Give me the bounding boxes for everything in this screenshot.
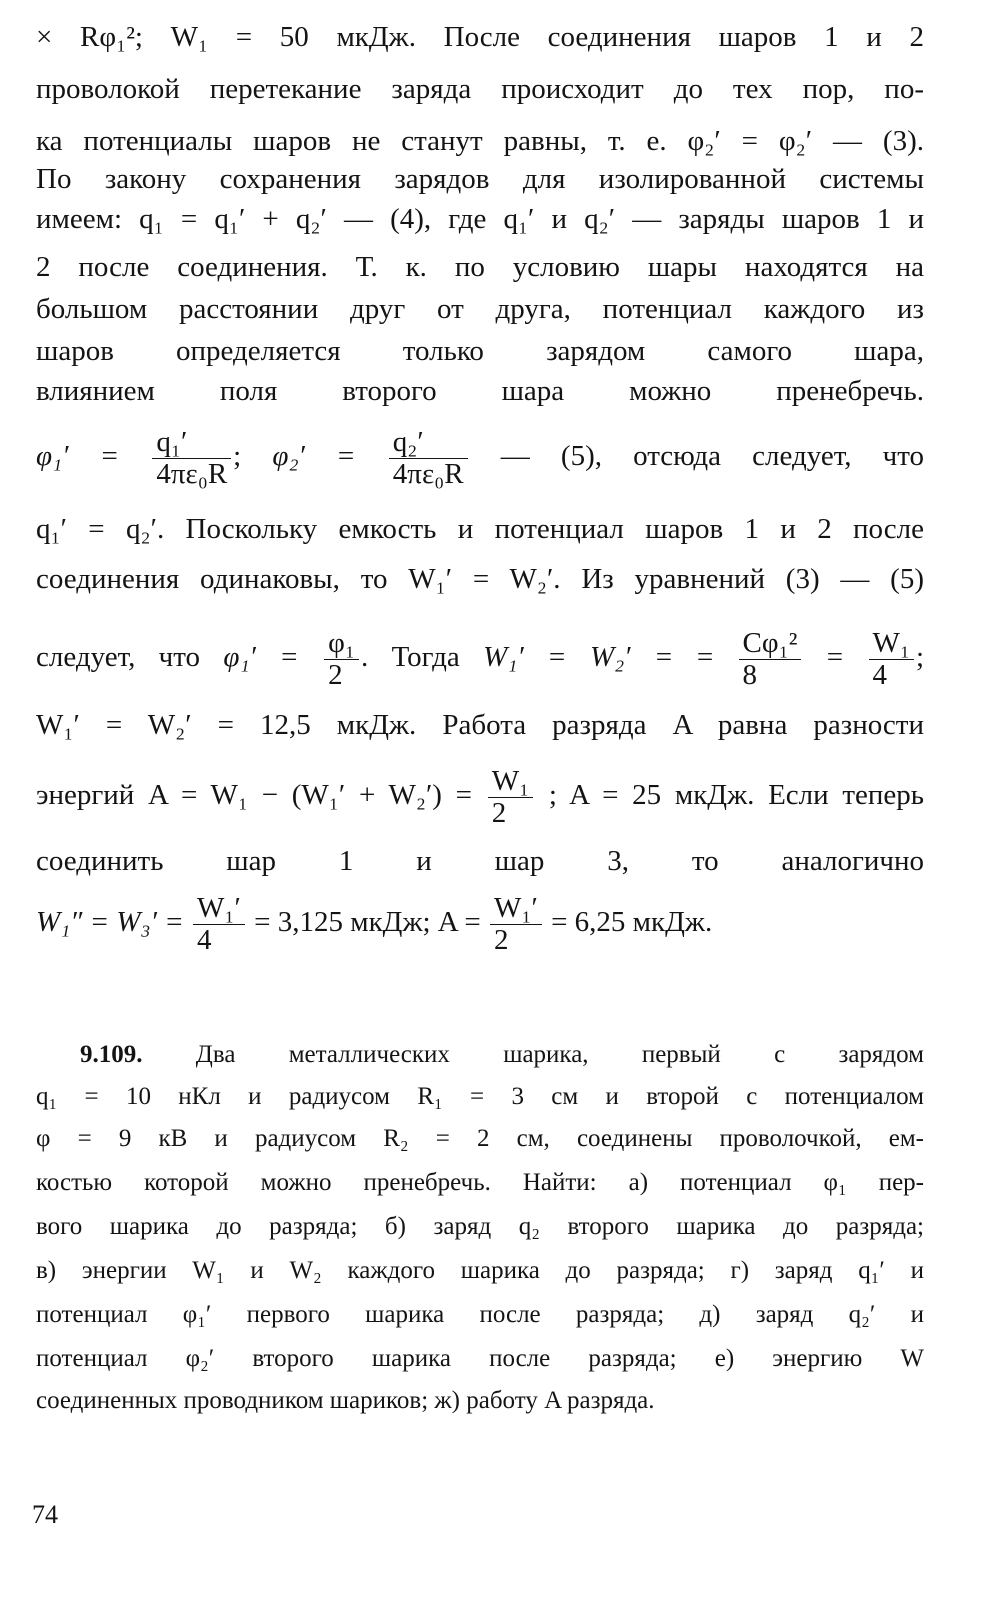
text-fragment: . Тогда	[361, 641, 460, 673]
formula-lhs: φ₁′ =	[223, 641, 299, 673]
text-line: имеем: q₁ = q₁′ + q₂′ — (4), где q₁′ и q₂′ — заряды шаров 1 и	[36, 203, 924, 235]
text-line: шаров определяется только зарядом самого шара,	[36, 335, 924, 367]
text-line: × Rφ₁²; W₁ = 50 мкДж. После соединения шаров 1 и 2	[36, 21, 924, 53]
formula-separator: ;	[233, 440, 242, 472]
text-line: φ = 9 кВ и радиусом R₂ = 2 см, соединены проволочкой, ем-	[36, 1125, 924, 1152]
formula-5	[36, 425, 272, 490]
text-fragment: Два металлических шарика, первый с зарядом	[195, 1041, 924, 1068]
text-line: По закону сохранения зарядов для изолированной системы	[36, 163, 924, 195]
equals-sign: =	[696, 641, 714, 673]
fraction-denominator: 4πε₀R	[156, 457, 228, 490]
text-line: ка потенциалы шаров не станут равны, т. е. φ₂′ = φ₂′ — (3).	[36, 125, 924, 157]
text-fragment: = 6,25 мкДж.	[551, 906, 713, 938]
text-line: влиянием поля второго шара можно пренебречь.	[36, 375, 924, 407]
fraction	[324, 628, 359, 691]
formula-energy-ratio	[696, 626, 925, 691]
text-fragment: следует, что	[36, 641, 201, 673]
fraction-numerator: W₁′	[490, 893, 542, 925]
formula-lhs: W₁″ = W₃′ =	[36, 906, 184, 938]
fraction	[488, 766, 533, 829]
text-line: W₁′ = W₂′ = 12,5 мкДж. Работа разряда A равна разности	[36, 709, 924, 741]
formula-follows-line	[36, 618, 924, 696]
page-number: 74	[32, 1500, 58, 1529]
text-line: потенциал φ₂′ второго шарика после разряда; е) энергию W	[36, 1345, 924, 1372]
text-line: q₁ = 10 нКл и радиусом R₁ = 3 см и второй с потенциалом	[36, 1083, 924, 1110]
fraction	[193, 893, 245, 956]
text-line: проволокой перетекание заряда происходит до тех пор, по-	[36, 73, 924, 105]
text-line: в) энергии W₁ и W₂ каждого шарика до разряда; г) заряд q₁′ и	[36, 1257, 924, 1284]
fraction-denominator: 4	[872, 658, 887, 691]
equals-sign: =	[826, 641, 844, 673]
text-fragment: = 3,125 мкДж; A =	[254, 906, 481, 938]
fraction-numerator: Cφ₁²	[739, 628, 802, 660]
text-line: костью которой можно пренебречь. Найти: а) потенциал φ₁ пер-	[36, 1169, 924, 1196]
text-line: соединенных проводником шариков; ж) работу A разряда.	[36, 1387, 655, 1414]
fraction	[739, 628, 802, 691]
formula-5-line	[36, 418, 924, 494]
formula-phi-half	[223, 626, 483, 691]
text-line: соединить шар 1 и шар 3, то аналогично	[36, 845, 924, 877]
fraction	[490, 893, 542, 956]
fraction	[869, 628, 914, 691]
problem-first-line	[80, 1038, 924, 1072]
formula-lhs: φ₂′ =	[272, 440, 356, 472]
fraction	[152, 427, 231, 490]
text-line: q₁′ = q₂′. Поскольку емкость и потенциал шаров 1 и 2 после	[36, 513, 924, 545]
text-line: 2 после соединения. Т. к. по условию шары находятся на	[36, 251, 924, 283]
text-line: соединения одинаковы, то W₁′ = W₂′. Из уравнений (3) — (5)	[36, 563, 924, 595]
fraction-numerator: W₁	[869, 628, 914, 660]
fraction-denominator: 2	[491, 796, 507, 829]
fraction	[389, 427, 468, 490]
text-fragment: ;	[915, 641, 925, 673]
text-line: потенциал φ₁′ первого шарика после разряда; д) заряд q₂′ и	[36, 1301, 924, 1328]
text-line: большом расстоянии друг от друга, потенциал каждого из	[36, 293, 924, 325]
formula-lhs: W₁′ = W₂′ =	[483, 641, 697, 673]
text-fragment: ; A = 25 мкДж. Если теперь	[548, 779, 925, 811]
fraction-denominator: 8	[742, 658, 758, 691]
formula-energy-line	[36, 754, 924, 836]
formula-tail: — (5), отсюда следует, что	[500, 440, 925, 472]
formula-final-line	[36, 882, 924, 962]
fraction-denominator: 4	[197, 923, 212, 956]
fraction-denominator: 4πε₀R	[392, 457, 464, 490]
text-line: вого шарика до разряда; б) заряд q₂ второго шарика до разряда;	[36, 1213, 924, 1240]
text-fragment: энергий A = W₁ − (W₁′ + W₂′) =	[36, 779, 473, 811]
formula-work	[36, 764, 549, 829]
fraction-denominator: 2	[328, 658, 343, 691]
fraction-numerator: W₁′	[193, 893, 245, 925]
fraction-numerator: φ₁	[324, 628, 359, 660]
fraction-denominator: 2	[494, 923, 509, 956]
fraction-numerator: q₂′	[389, 427, 468, 459]
fraction-numerator: q₁′	[152, 427, 231, 459]
problem-number: 9.109.	[80, 1041, 143, 1068]
fraction-numerator: W₁	[488, 766, 533, 798]
formula-lhs: φ₁′ =	[36, 440, 120, 472]
formula-5b	[272, 425, 500, 490]
